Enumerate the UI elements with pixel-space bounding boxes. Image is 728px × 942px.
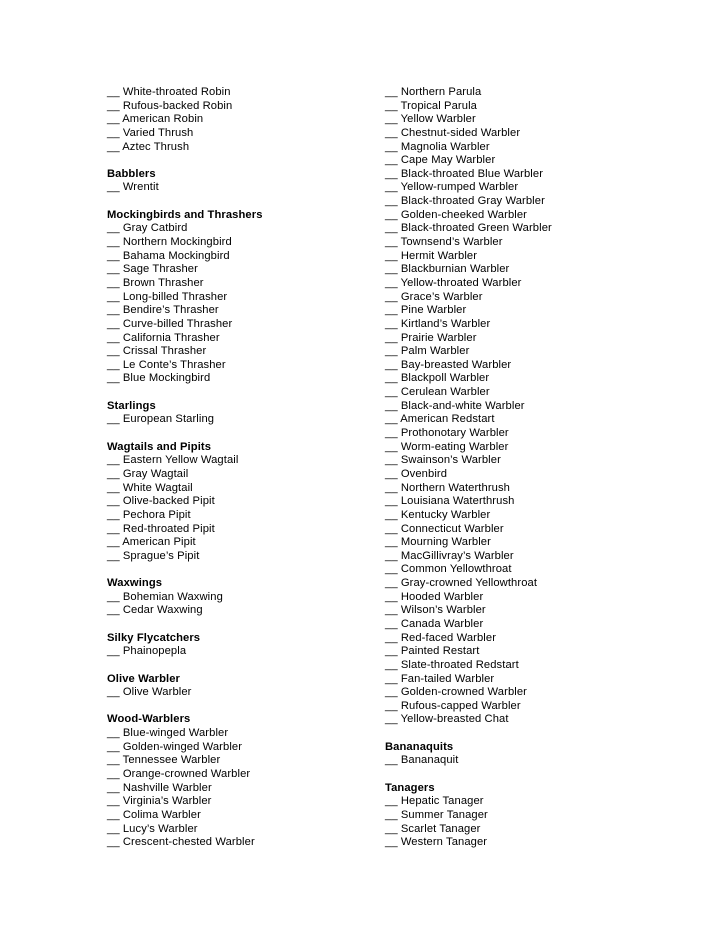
checklist-item: __ Western Tanager — [385, 836, 488, 849]
section-heading: Starlings — [107, 399, 156, 412]
checklist-item: __ Long-billed Thrasher — [107, 290, 228, 303]
checklist-item: __ Rufous-capped Warbler — [385, 699, 521, 712]
checklist-item: __ Sage Thrasher — [107, 263, 198, 276]
checklist-item: __ Scarlet Tanager — [385, 822, 481, 835]
checklist-item: __ Blue-winged Warbler — [107, 727, 229, 740]
section-heading: Tanagers — [385, 781, 435, 794]
checklist-item: __ Northern Mockingbird — [107, 236, 232, 249]
checklist-item: __ Yellow-rumped Warbler — [385, 181, 519, 194]
checklist-item: __ Black-throated Green Warbler — [385, 222, 552, 235]
checklist-item: __ Golden-winged Warbler — [107, 740, 243, 753]
checklist-item: __ Bananaquit — [385, 754, 459, 767]
checklist-item: __ Pine Warbler — [385, 304, 467, 317]
checklist-item: __ Rufous-backed Robin — [107, 99, 233, 112]
section-heading: Mockingbirds and Thrashers — [107, 208, 263, 221]
checklist-item: __ Orange-crowned Warbler — [107, 768, 251, 781]
section-heading: Wood-Warblers — [107, 713, 191, 726]
checklist-item: __ Bahama Mockingbird — [107, 249, 230, 262]
blank-line — [107, 563, 377, 577]
checklist-item: __ Mourning Warbler — [385, 536, 491, 549]
checklist-item: __ Black-throated Gray Warbler — [385, 195, 545, 208]
checklist-item: __ Cerulean Warbler — [385, 386, 490, 399]
checklist-item: __ Gray-crowned Yellowthroat — [385, 577, 538, 590]
checklist-item: __ Connecticut Warbler — [385, 522, 504, 535]
checklist-item: __ Hooded Warbler — [385, 590, 484, 603]
checklist-item: __ Gray Catbird — [107, 222, 188, 235]
checklist-item: __ Olive Warbler — [107, 686, 192, 699]
checklist-item: __ Aztec Thrush — [107, 140, 190, 153]
checklist-item: __ White Wagtail — [107, 481, 193, 494]
checklist-item: __ Lucy’s Warbler — [107, 822, 198, 835]
section-heading: Waxwings — [107, 577, 163, 590]
section-heading: Babblers — [107, 167, 156, 180]
checklist-item: __ Golden-cheeked Warbler — [385, 208, 528, 221]
blank-line — [107, 386, 377, 400]
checklist-item: __ Tropical Parula — [385, 99, 477, 112]
checklist-item: __ Eastern Yellow Wagtail — [107, 454, 239, 467]
checklist-item: __ Kentucky Warbler — [385, 508, 491, 521]
checklist-item: __ Common Yellowthroat — [385, 563, 512, 576]
checklist-item: __ American Robin — [107, 113, 204, 126]
checklist-item: __ Blackpoll Warbler — [385, 372, 490, 385]
checklist-item: __ American Redstart — [385, 413, 495, 426]
section-heading: Olive Warbler — [107, 672, 181, 685]
checklist-item: __ Northern Parula — [385, 86, 482, 98]
blank-line — [107, 154, 377, 168]
checklist-item: __ Phainopepla — [107, 645, 187, 658]
section-heading: Silky Flycatchers — [107, 631, 201, 644]
checklist-item: __ Le Conte’s Thrasher — [107, 358, 226, 371]
section-heading: Bananaquits — [385, 740, 454, 753]
checklist-item: __ Fan-tailed Warbler — [385, 672, 495, 685]
checklist-item: __ Kirtland’s Warbler — [385, 317, 491, 330]
checklist-item: __ Bohemian Waxwing — [107, 590, 223, 603]
checklist-item: __ Varied Thrush — [107, 126, 194, 139]
left-column — [107, 86, 377, 850]
checklist-item: __ Canada Warbler — [385, 617, 484, 630]
checklist-item: __ Cape May Warbler — [385, 154, 496, 167]
checklist-item: __ Tennessee Warbler — [107, 754, 221, 767]
checklist-item: __ Wilson’s Warbler — [385, 604, 486, 617]
checklist-item: __ Golden-crowned Warbler — [385, 686, 527, 699]
checklist-item: __ Brown Thrasher — [107, 276, 204, 289]
checklist-item: __ Townsend’s Warbler — [385, 236, 503, 249]
checklist-item: __ Virginia’s Warbler — [107, 795, 212, 808]
checklist-item: __ European Starling — [107, 413, 215, 426]
checklist-item: __ Nashville Warbler — [107, 781, 212, 794]
blank-line — [107, 195, 377, 209]
checklist-item: __ Crescent-chested Warbler — [107, 836, 255, 849]
checklist-item: __ Hepatic Tanager — [385, 795, 484, 808]
blank-line — [107, 700, 377, 714]
checklist-item: __ Blackburnian Warbler — [385, 263, 510, 276]
checklist-item: __ Black-and-white Warbler — [385, 399, 525, 412]
checklist-item: __ Red-throated Pipit — [107, 522, 215, 535]
checklist-item: __ Gray Wagtail — [107, 467, 189, 480]
checklist-item: __ Red-faced Warbler — [385, 631, 497, 644]
checklist-item: __ American Pipit — [107, 536, 196, 549]
checklist-item: __ Prothonotary Warbler — [385, 427, 509, 440]
checklist-item: __ Louisiana Waterthrush — [385, 495, 515, 508]
checklist-item: __ California Thrasher — [107, 331, 220, 344]
checklist-item: __ Summer Tanager — [385, 808, 488, 821]
checklist-item: __ Grace’s Warbler — [385, 290, 483, 303]
blank-line — [107, 618, 377, 632]
checklist-item: __ Prairie Warbler — [385, 331, 477, 344]
checklist-item: __ Black-throated Blue Warbler — [385, 167, 544, 180]
section-heading: Wagtails and Pipits — [107, 440, 212, 453]
checklist-item: __ Olive-backed Pipit — [107, 495, 215, 508]
checklist-item: __ Bay-breasted Warbler — [385, 358, 512, 371]
checklist-item: __ Palm Warbler — [385, 345, 470, 358]
checklist-item: __ Colima Warbler — [107, 808, 201, 821]
checklist-item: __ Northern Waterthrush — [385, 481, 511, 494]
checklist-item: __ Slate-throated Redstart — [385, 658, 519, 671]
checklist-item: __ Pechora Pipit — [107, 508, 191, 521]
checklist-item: __ Cedar Waxwing — [107, 604, 203, 617]
right-column — [385, 86, 655, 850]
checklist-item: __ Hermit Warbler — [385, 249, 478, 262]
blank-line — [385, 727, 655, 741]
checklist-item: __ Yellow-throated Warbler — [385, 276, 522, 289]
checklist-item: __ White-throated Robin — [107, 86, 231, 98]
checklist-item: __ Ovenbird — [385, 467, 448, 480]
checklist-item: __ Worm-eating Warbler — [385, 440, 509, 453]
blank-line — [107, 427, 377, 441]
checklist-item: __ Painted Restart — [385, 645, 480, 658]
checklist-item: __ Yellow Warbler — [385, 113, 476, 126]
checklist-item: __ MacGillivray’s Warbler — [385, 549, 514, 562]
blank-line — [385, 768, 655, 782]
checklist-item: __ Magnolia Warbler — [385, 140, 490, 153]
blank-line — [107, 659, 377, 673]
checklist-item: __ Chestnut-sided Warbler — [385, 126, 521, 139]
checklist-item: __ Swainson’s Warbler — [385, 454, 501, 467]
checklist-item: __ Sprague’s Pipit — [107, 549, 200, 562]
checklist-item: __ Yellow-breasted Chat — [385, 713, 509, 726]
checklist-item: __ Curve-billed Thrasher — [107, 317, 233, 330]
checklist-item: __ Crissal Thrasher — [107, 345, 207, 358]
checklist-item: __ Blue Mockingbird — [107, 372, 211, 385]
checklist-item: __ Wrentit — [107, 181, 159, 194]
checklist-item: __ Bendire’s Thrasher — [107, 304, 219, 317]
